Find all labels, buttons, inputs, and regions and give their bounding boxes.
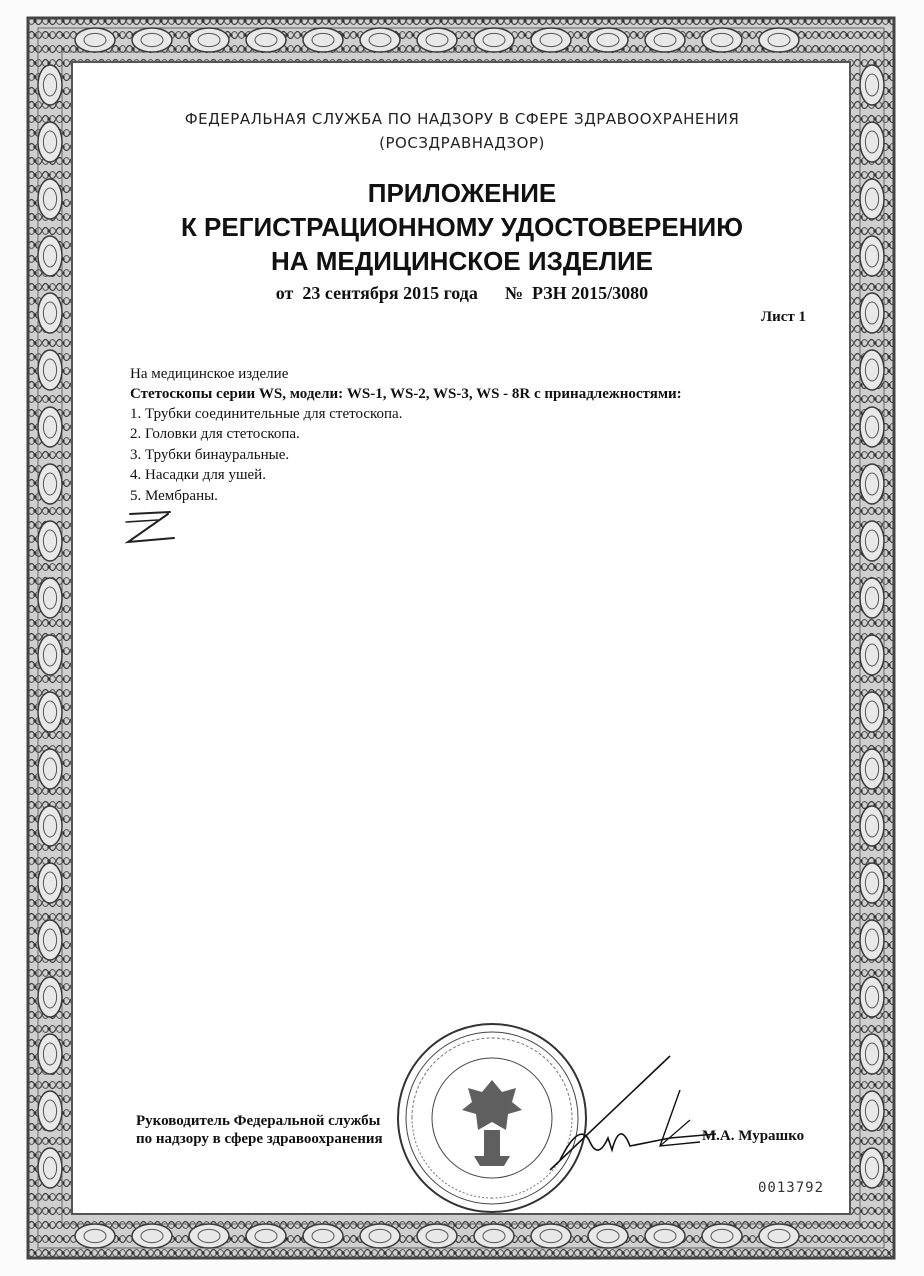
border-medallion (417, 1224, 457, 1248)
border-medallion (132, 1224, 172, 1248)
border-medallion (38, 1148, 62, 1188)
border-medallion (38, 920, 62, 960)
border-medallion (702, 28, 742, 52)
border-medallion (132, 28, 172, 52)
list-item: 5. Мембраны. (130, 488, 218, 504)
list-item: 2. Головки для стетоскопа. (130, 426, 300, 442)
border-medallion (38, 749, 62, 789)
document-title-line3: НА МЕДИЦИНСКОЕ ИЗДЕЛИЕ (271, 246, 653, 276)
border-medallion (860, 1091, 884, 1131)
border-medallion (38, 692, 62, 732)
list-item: 3. Трубки бинауральные. (130, 447, 290, 463)
agency-name: ФЕДЕРАЛЬНАЯ СЛУЖБА ПО НАДЗОРУ В СФЕРЕ ЗДРАВООХРАНЕНИЯ (184, 110, 740, 128)
border-medallion (38, 464, 62, 504)
border-medallion (860, 749, 884, 789)
border-medallion (860, 407, 884, 447)
list-item: 1. Трубки соединительные для стетоскопа. (130, 406, 403, 422)
border-medallion (246, 28, 286, 52)
border-medallion (860, 578, 884, 618)
border-medallion (38, 407, 62, 447)
border-medallion (759, 28, 799, 52)
border-medallion (75, 28, 115, 52)
border-medallion (303, 1224, 343, 1248)
form-serial-number: 0013792 (758, 1180, 825, 1196)
border-medallion (860, 863, 884, 903)
border-medallion (860, 1034, 884, 1074)
border-medallion (474, 1224, 514, 1248)
border-medallion (38, 635, 62, 675)
border-medallion (360, 28, 400, 52)
border-medallion (38, 1034, 62, 1074)
document-title: ПРИЛОЖЕНИЕ (367, 178, 557, 208)
border-medallion (417, 28, 457, 52)
border-medallion (75, 1224, 115, 1248)
border-medallion (246, 1224, 286, 1248)
border-medallion (860, 977, 884, 1017)
border-medallion (860, 635, 884, 675)
border-medallion (360, 1224, 400, 1248)
certificate-date-number: от 23 сентября 2015 года № РЗН 2015/3080 (275, 283, 649, 303)
agency-abbreviation: (РОСЗДРАВНАДЗОР) (379, 134, 545, 152)
border-medallion (38, 806, 62, 846)
signatory-name: М.А. Мурашко (702, 1128, 805, 1144)
border-medallion (702, 1224, 742, 1248)
border-medallion (860, 920, 884, 960)
border-medallion (531, 28, 571, 52)
border-medallion (38, 977, 62, 1017)
signatory-position-line2: по надзору в сфере здравоохранения (136, 1131, 383, 1147)
border-medallion (189, 28, 229, 52)
intro-text: На медицинское изделие (130, 366, 289, 382)
border-medallion (860, 65, 884, 105)
document-title-line2: К РЕГИСТРАЦИОННОМУ УДОСТОВЕРЕНИЮ (180, 212, 744, 242)
border-medallion (189, 1224, 229, 1248)
list-item: 4. Насадки для ушей. (130, 467, 266, 483)
border-medallion (860, 350, 884, 390)
border-medallion (860, 1148, 884, 1188)
product-name: Стетоскопы серии WS, модели: WS-1, WS-2, WS-3, WS - 8R с принадлежностями: (130, 386, 682, 402)
z-mark (122, 508, 182, 548)
border-medallion (531, 1224, 571, 1248)
border-medallion (303, 28, 343, 52)
border-medallion (38, 1091, 62, 1131)
border-medallion (860, 692, 884, 732)
border-medallion (38, 350, 62, 390)
border-medallion (860, 806, 884, 846)
border-medallion (645, 28, 685, 52)
border-medallion (474, 28, 514, 52)
sheet-number: Лист 1 (760, 309, 806, 325)
handwritten-signature (520, 1050, 780, 1180)
border-medallion (38, 863, 62, 903)
border-medallion (860, 464, 884, 504)
border-medallion (38, 578, 62, 618)
border-medallion (38, 521, 62, 561)
border-medallion (860, 521, 884, 561)
signatory-position: Руководитель Федеральной службы (136, 1113, 381, 1129)
border-medallion (38, 65, 62, 105)
border-medallion (588, 1224, 628, 1248)
border-medallion (645, 1224, 685, 1248)
border-medallion (759, 1224, 799, 1248)
border-medallion (588, 28, 628, 52)
